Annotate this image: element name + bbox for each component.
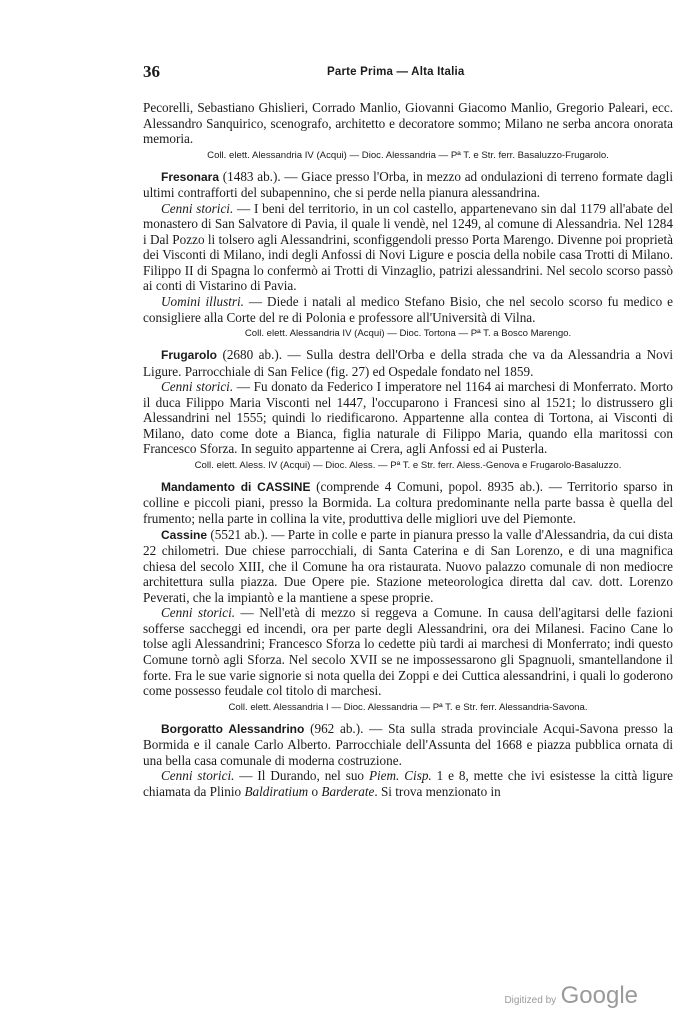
citation-title: Piem. Cisp.	[368, 768, 432, 784]
entry-heading: Frugarolo	[161, 348, 217, 363]
cassine-history	[143, 605, 673, 698]
section-text: — Il Durando, nel suo	[234, 768, 369, 784]
section-text: 1 e 8, mette che ivi esistesse la città ligure chiamata da Plinio	[143, 768, 673, 799]
entry-mandamento-cassine	[143, 479, 673, 527]
entry-heading: Borgoratto Alessandrino	[161, 721, 305, 736]
fresonara-people	[143, 294, 673, 325]
section-text: o	[308, 783, 322, 799]
section-label: Cenni storici.	[161, 200, 234, 216]
digitized-watermark	[504, 982, 638, 1010]
paragraph-continuation: Pecorelli, Sebastiano Ghislieri, Corrado Manlio, Giovanni Giacomo Manlio, Gregorio Paleari, ecc. Alessandro Sanquirico, scenografo, architetto e decoratore sommo; Milano ne serba ancora onorata memoria.	[143, 100, 673, 147]
google-logo: Google	[560, 982, 638, 1009]
collegio-note: Coll. elett. Aless. IV (Acqui) — Dioc. Aless. — Pª T. e Str. ferr. Aless.-Genova e Frugarolo-Basaluzzo.	[194, 459, 622, 471]
entry-cassine	[143, 527, 673, 606]
frugarolo-history	[143, 379, 673, 457]
page-header	[143, 62, 673, 84]
entry-heading: Mandamento di CASSINE	[161, 479, 311, 494]
section-text: — Nell'età di mezzo si reggeva a Comune. In causa dell'agitarsi delle fazioni sofferse saccheggi ed incendi, ora per parte degli Alessandrini, ora dei Milanesi. Facino Cane lo tolse agli Alessandrini; Francesco Sforza lo cedette più tardi ai marchesi di Monferrato; indi questo Comune tornò agli Sforza. Nel secolo XVII se ne impossessarono gli Spagnuoli, smantellandone il forte. Fra le sue varie signorie si nota quella dei Zoppi e dei Cuttica alessandrini, i quali lo goderono come possesso feudale col titolo di marchesi.	[143, 605, 673, 699]
page-body	[143, 100, 673, 799]
borgoratto-history	[143, 768, 673, 799]
entry-heading: Cassine	[161, 527, 208, 542]
section-label: Cenni storici.	[161, 605, 236, 621]
entry-borgoratto	[143, 721, 673, 769]
entry-text: (962 ab.). — Sta sulla strada provinciale Acqui-Savona presso la Bormida e il canale Carlo Alberto. Parrocchiale dell'Assunta del 1668 e piazza pubblica ornata di una bella casa comunale di moderna costruzione.	[143, 720, 673, 768]
entry-frugarolo	[143, 347, 673, 379]
section-label: Cenni storici.	[161, 379, 234, 395]
entry-text: (1483 ab.). — Giace presso l'Orba, in mezzo ad ondulazioni di terreno formate dagli ultimi contrafforti del subapennino, che si perde nella pianura alessandrina.	[143, 168, 673, 201]
latin-name: Baldiratium	[244, 783, 309, 799]
entry-text: (comprende 4 Comuni, popol. 8935 ab.). — Territorio sparso in colline e piccoli piani, presso la Bormida. La coltura predominante nella parte bassa è quella del frumento; nella parte in collina la vite, produttiva delle migliori uve del Piemonte.	[143, 478, 673, 527]
digitized-label: Digitized by	[504, 995, 557, 1006]
entry-fresonara	[143, 169, 673, 201]
collegio-note: Coll. elett. Alessandria IV (Acqui) — Dioc. Alessandria — Pª T. e Str. ferr. Basaluzzo-Frugarolo.	[207, 149, 609, 161]
section-text: — Diede i natali al medico Stefano Bisio, che nel secolo scorso fu medico e consigliere alla Corte del re di Polonia e professore all'Università di Vilna.	[143, 294, 673, 325]
entry-heading: Fresonara	[161, 169, 220, 184]
fresonara-history	[143, 201, 673, 294]
page-number: 36	[143, 62, 160, 81]
section-text: — Fu donato da Federico I imperatore nel 1164 ai marchesi di Monferrato. Morto il duca Filippo Maria Visconti nel 1447, l'occuparono i Francesi sino al 1521; lo distrussero gli Alessandrini nel 1555; quindi lo riedificarono. Appartenne alla contea di Tortona, ai Visconti di Milano, dato come dote a Bianca, figlia naturale di Filippo Maria, quando ella maritossi con Francesco Sforza. In seguito appartenne ai Crera, agli Anfossi ed ai Pusterla.	[143, 379, 673, 457]
section-label: Cenni storici.	[161, 768, 235, 784]
latin-name: Barderate	[321, 783, 375, 799]
running-title: Parte Prima — Alta Italia	[327, 66, 465, 78]
collegio-note: Coll. elett. Alessandria IV (Acqui) — Dioc. Tortona — Pª T. a Bosco Marengo.	[244, 328, 572, 340]
entry-text: (5521 ab.). — Parte in colle e parte in pianura presso la valle d'Alessandria, da cui dista 22 chilometri. Due chiese parrocchiali, di Santa Caterina e di San Lorenzo, e di una magnifica chiesa del secolo XIII, che il Comune ha ora ristaurata. Nuovo palazzo comunale di non mediocre architettura sulla piazza. Due Opere pie. Stazione meteorologica diretta dal cav. dott. Lorenzo Peverati, che la impiantò e la mantiene a spese proprie.	[143, 526, 673, 605]
collegio-note: Coll. elett. Alessandria I — Dioc. Alessandria — Pª T. e Str. ferr. Alessandria-Savona.	[228, 701, 588, 713]
section-text: — I beni del territorio, in un col castello, appartenevano sin dal 1179 all'abate del monastero di San Salvatore di Pavia, il quale li vendè, nel 1249, al comune di Alessandria. Nel 1284 i Dal Pozzo li tolsero agli Alessandrini, sconfiggendoli presso Porta Marengo. Divenne poi proprietà dei Visconti di Milano, indi degli Anfossi di Novi Ligure e poscia della nobile casa Trotti di Milano. Filippo II di Spagna lo confermò ai Trotti di Vinzaglio, patrizi alessandrini. Nel secolo scorso passò ai conti di Vistarino di Pavia.	[143, 200, 673, 294]
section-label: Uomini illustri.	[161, 294, 244, 310]
section-text: . Si trova menzionato in	[374, 783, 501, 799]
entry-text: (2680 ab.). — Sulla destra dell'Orba e della strada che va da Alessandria a Novi Ligure. Parrocchiale di San Felice (fig. 27) ed Ospedale fondato nel 1859.	[143, 347, 673, 379]
